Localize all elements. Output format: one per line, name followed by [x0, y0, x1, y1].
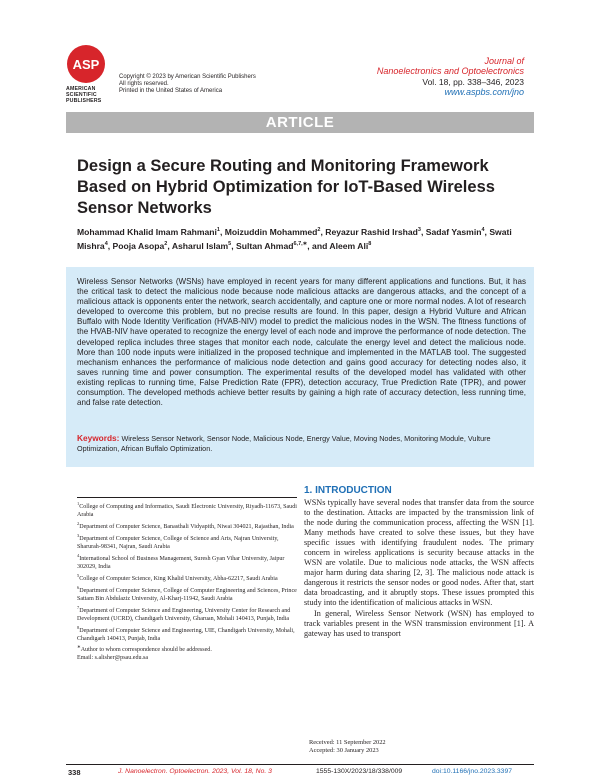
- logo-text: ASP: [72, 57, 100, 72]
- author-name: Sadaf Yasmin: [425, 226, 482, 237]
- footnote-marker: 4: [77, 552, 80, 558]
- footnote-marker: 3: [77, 532, 80, 538]
- footnote-text: Department of Computer Science, Banasthali Vidyapith, Niwai 304021, Rajasthan, India: [79, 523, 294, 530]
- author-affiliation-mark: 6,7,∗: [293, 241, 308, 248]
- footnote-text: International School of Business Management, Suresh Gyan Vihar University, Jaipur 302029, India: [77, 555, 285, 570]
- author-name: Mohammad Khalid Imam Rahmani: [77, 226, 217, 237]
- journal-website-link[interactable]: www.aspbs.com/jno: [444, 87, 524, 97]
- page-footer: [66, 768, 534, 779]
- author: [236, 241, 307, 251]
- footnote: [77, 604, 297, 624]
- author: [77, 227, 220, 237]
- affiliation-footnotes: [77, 500, 297, 663]
- footnote: [77, 500, 297, 520]
- author-name: Asharul Islam: [171, 241, 229, 252]
- author: [172, 241, 231, 251]
- author-affiliation-mark: 4: [481, 227, 485, 233]
- footnote-text: College of Computer Science, King Khalid University, Abha-62217, Saudi Arabia: [79, 575, 278, 582]
- footnote: [77, 643, 297, 655]
- footnote-marker: 2: [77, 520, 80, 526]
- abstract-text: Wireless Sensor Networks (WSNs) have employed in recent years for many different applications and functions. But, it has the critical task to detect the malicious node because node malicious attacks are dangerous attacks, and the concept of a malicious attack is opponents enter the network, search accidentally, and capture one or more normal nodes. A lot of research developed to overcome this problem, but no precise results are found. In this paper, design a Hybrid Vulture and African Buffalo with Node Identity Verification (HVAB-NIV) model to predict the malicious nodes in the WSN. The fitness functions of the HVAB-NIV have operated to recognize the energy level of each node and improve the performance of node detection. The developed replica includes three stages that monitor each node, calculate the energy level and detect the malicious node. More than 100 node inputs were initialized in the proposed technique and implemented in the MATLAB tool. The suggested mechanism enhances the performance of malicious node detection and gains good accuracy for detecting nodes also, it saves running time and power consumption. The experimental results of the developed model has validated with other existing replicas to running time, False Prediction Rate (FPR), detection accuracy, True Prediction Rate (TPR), and power consumption. The developed methods achieve better results by gaining a high rate of accuracy detection, less running time, and false rate detection.: [77, 277, 526, 408]
- footnote-text: Department of Computer Science, College of Science and Arts, Najran University, Sharurah-98341, Najran, Saudi Arabia: [77, 535, 279, 550]
- author: [113, 241, 168, 251]
- footer-journal-citation: J. Nanoelectron. Optoelectron. 2023, Vol. 18, No. 3: [118, 768, 272, 775]
- introduction-body: [304, 498, 534, 639]
- author-affiliation-mark: 4: [104, 241, 108, 248]
- journal-name-line2: Nanoelectronics and Optoelectronics: [376, 66, 524, 76]
- footnote-marker: ∗: [77, 644, 81, 650]
- footnote-text: Author to whom correspondence should be addressed.: [80, 647, 212, 654]
- footnote-marker: 1: [77, 501, 80, 506]
- section-heading-introduction: 1. INTRODUCTION: [304, 485, 392, 496]
- author-name: Aleem Ali: [329, 241, 369, 252]
- copyright-line: All rights reserved.: [119, 81, 169, 87]
- volume-info: Vol. 18, pp. 338–346, 2023: [422, 77, 524, 87]
- author: [325, 227, 421, 237]
- article-type-banner: ARTICLE: [66, 112, 534, 133]
- author-affiliation-mark: 2: [317, 227, 321, 233]
- author-name: Swati Mishra: [77, 226, 512, 252]
- keywords-list: Wireless Sensor Network, Sensor Node, Malicious Node, Energy Value, Moving Nodes, Monitoring Module, Vulture Optimization, African Buffalo Optimization.: [77, 434, 491, 453]
- author-affiliation-mark: 1: [216, 227, 220, 233]
- intro-paragraph: In general, Wireless Sensor Network (WSN) has employed to track variables present in the WSN transmission environment [1]. A gateway has used to transport: [304, 608, 534, 638]
- footnote-text: College of Computing and Informatics, Saudi Electronic University, Riyadh-11673, Saudi Arabia: [77, 504, 297, 518]
- author-name: Sultan Ahmad: [236, 241, 294, 252]
- author: [225, 227, 321, 237]
- footnote-marker: 7: [77, 604, 80, 610]
- publisher-name-line: SCIENTIFIC: [66, 92, 97, 98]
- footnote: [77, 572, 297, 584]
- author-affiliation-mark: 3: [417, 227, 421, 233]
- author-affiliation-mark: 5: [228, 241, 232, 248]
- footer-divider: [66, 764, 534, 765]
- intro-paragraph: WSNs typically have several nodes that transfer data from the source to the destination. Attacks are impacted by the transmission link of the node during the communication process, affecting the WSN [1]. Many methods have created to solve these issues, but they have specific issues with identifying fraudulent nodes. The primary concern in wireless applications is security because attacks in the WSN are volatile. Due to malicious node attacks, the WSN affects major harm during data sharing [2, 3]. The malicious node attack is dangerous it restricts the sensor nodes or good nodes. After that, start data broadcasting, and it abruptly stops. These issues prompted this study into the identification of malicious attacks in WSN.: [304, 498, 534, 608]
- author-affiliation-mark: 8: [368, 241, 372, 248]
- author-name: Reyazur Rashid Irshad: [325, 226, 418, 237]
- paper-title: Design a Secure Routing and Monitoring Framework Based on Hybrid Optimization for IoT-Based Wireless Sensor Networks: [77, 157, 495, 217]
- footnote-text: Department of Computer Science, College of Computer Engineering and Sciences, Prince Sattam Bin Abdulaziz University, Al-Kharj-11942, Saudi Arabia: [77, 587, 297, 602]
- author-name: Moizuddin Mohammed: [224, 226, 318, 237]
- copyright-line: Printed in the United States of America: [119, 88, 223, 94]
- author-name: Pooja Asopa: [112, 241, 165, 252]
- footnote: [77, 520, 297, 532]
- footnote-marker: 6: [77, 584, 80, 590]
- publisher-name-line: AMERICAN: [66, 86, 96, 92]
- doi-link[interactable]: doi:10.1166/jno.2023.3397: [432, 768, 512, 775]
- asp-logo-icon: [66, 44, 116, 84]
- page-number: 338: [68, 768, 81, 777]
- author: [329, 241, 371, 251]
- keywords-block: [77, 433, 526, 454]
- footnote: [77, 532, 297, 552]
- footnote-marker: 8: [77, 624, 80, 630]
- author-list: Mohammad Khalid Imam Rahmani$^1$, Moizuddin Mohammed$^2$, Reyazur Rashid Irshad$^3$, Sadaf Yasmin$^4$, Swati Mishra$^4$, Pooja Asopa$^2$, Asharul Islam$^5$, Sultan Ahmad$^{6,7,∗}$, and Aleem Ali$^8$: [77, 226, 512, 252]
- footnote: [77, 584, 297, 604]
- issn-code: 1555-130X/2023/18/338/009: [316, 768, 403, 775]
- received-date: Received: 11 September 2022: [309, 739, 386, 746]
- footnote-marker: 5: [77, 572, 80, 578]
- footnote-text: Email: s.alisher@psau.edu.sa: [77, 655, 149, 662]
- footnote: [77, 552, 297, 572]
- copyright-line: Copyright © 2023 by American Scientific Publishers: [119, 74, 256, 80]
- author-affiliation-mark: 2: [164, 241, 168, 248]
- author: [426, 227, 485, 237]
- footnote-divider: [77, 497, 297, 498]
- footnote-text: Department of Computer Science and Engineering, University Center for Research and Development (UCRD), Chandigarh University, Gharuan, Mohali 140413, Punjab, India: [77, 607, 291, 622]
- footnote: [77, 655, 297, 663]
- journal-name-line1: Journal of: [484, 56, 524, 66]
- publisher-name-line: PUBLISHERS: [66, 98, 102, 104]
- keywords-label: Keywords:: [77, 433, 120, 443]
- footnote-text: Department of Computer Science and Engineering, UIE, Chandigarh University, Mohali, Chandigarh 140413, Punjab, India: [77, 627, 295, 642]
- accepted-date: Accepted: 30 January 2023: [309, 747, 379, 754]
- footnote: [77, 624, 297, 644]
